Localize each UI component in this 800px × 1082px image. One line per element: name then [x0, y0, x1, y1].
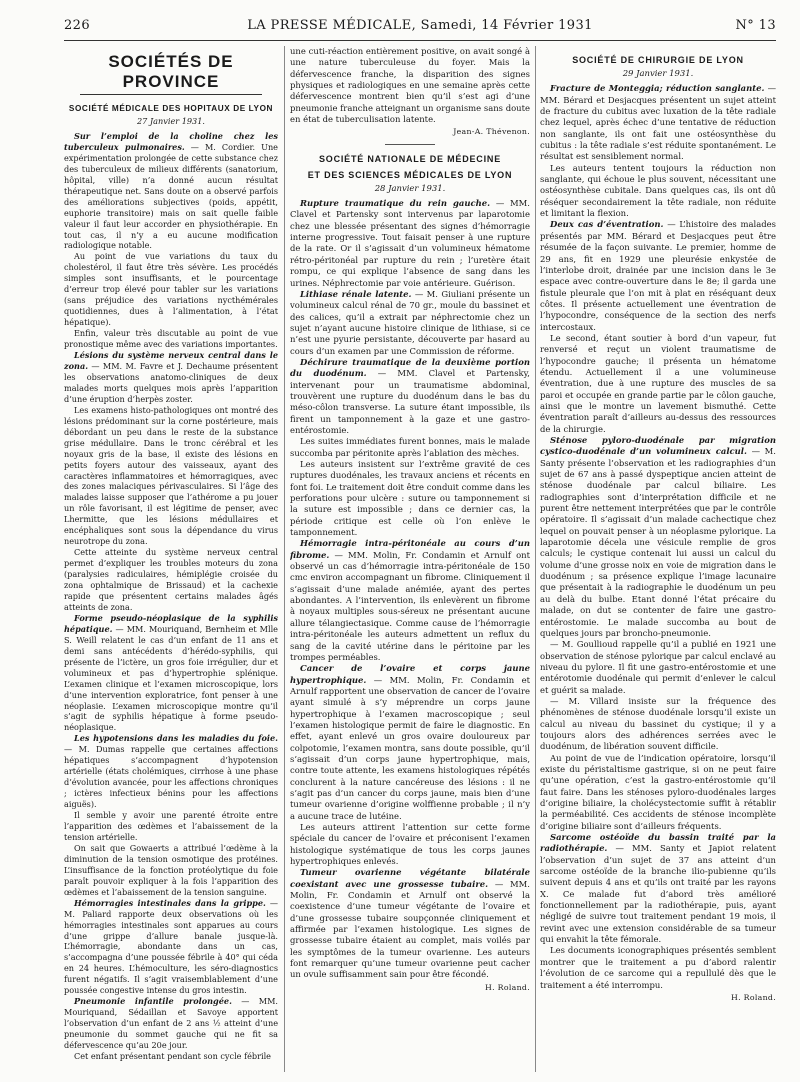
header-rule	[64, 40, 776, 41]
article-text: — M. Santy présente l’observation et les radiographies d’un sujet de 67 ans à passé dyspeptique ancien atteint de sténose duodénale par calcul biliaire. Les radiographies sont d’interprétation difficile et ne purent être nettement interprétées que par le contrôle opératoire. Il s’agissait d’un malade cachectique chez lequel on pouvait penser à un néoplasme pylorique. La laparotomie décela une vésicule remplie de gros calculs; le cystique contenait lui aussi un calcul du volume d’une grosse noix en voie de migration dans le duodénum ; sa présence explique l’image lacunaire que présentait à la radiographie le duodénum un peu au delà du bulbe. Etant donné l’état précaire du malade, on dut se contenter de faire une gastro-entérostomie. Le malade succomba au bout de quelques jours par broncho-pneumonie.	[540, 446, 776, 638]
article-title: Forme pseudo-néoplasique de la syphilis hépatique.	[64, 612, 278, 634]
society-heading: SOCIÉTÉ MÉDICALE DES HOPITAUX DE LYON	[68, 104, 274, 113]
article-text: — MM. Clavel et Partensky sont intervenus par laparotomie chez une blessée présentant des signes d’hémorragie interne progressive. Tout faisait penser à une rupture de la rate. Or il s’agissait d’un volumineux hématome rétro-péritonéal par rupture du rein ; l’uretère était rompu, ce qui explique l’absence de sang dans les urines. Néphrectomie par voie antérieure. Guérison.	[290, 198, 530, 288]
article	[290, 198, 530, 289]
signature: H. Roland.	[485, 982, 530, 992]
article-text: — M. Dumas rappelle que certaines affections hépatiques s’accompagnent d’hypotension artérielle (états cholémiques, cirrhose à une phase d’évolution avancée, pour les affections chroniques ; ictères infectieux bénins pour les affections aiguës).	[64, 744, 278, 810]
article-title: Hémorragies intestinales dans la grippe.	[74, 897, 266, 908]
journal-title: LA PRESSE MÉDICALE, Samedi, 14 Février 1931	[247, 18, 593, 33]
column-divider	[535, 46, 536, 1072]
paragraph: Les auteurs tentent toujours la réduction non sanglante, qui échoue le plus souvent, nécessitant une ostéosynthèse cubitale. Dans quelques cas, ils ont dû réséquer secondairement la tête radiale, non réduite et limitant la flexion.	[540, 162, 776, 219]
page-number: 226	[64, 18, 91, 33]
session-date: 29 Janvier 1931.	[622, 68, 694, 78]
society-heading-line2: ET DES SCIENCES MÉDICALES DE LYON	[307, 169, 513, 180]
article-text: — MM. Molin, Fr. Condamin et Arnulf ont observé un cas d’hémorragie intra-péritonéale de 150 cmc environ accompagnant un fibrome. Cliniquement il s’agissait d’une malade anémiée, ayant des pertes abondantes. A l’intervention, ils enlevèrent un fibrome à noyaux multiples sous-séreux ne présentant aucune allure télangiectasique. Comme cause de l’hémorragie intra-péritonéale les auteurs admettent un reflux du sang de la cavité utérine dans le péritoine par les trompes perméables.	[290, 549, 530, 662]
signature: Jean-A. Thévenon.	[453, 127, 530, 137]
paragraph: Au point de vue de l’indication opératoire, lorsqu’il existe du péristaltisme gastrique, si on ne peut faire qu’une opération, c’est la gastro-entérostomie qu’il faut faire. Dans les sténoses pyloro-duodénales larges d’origine biliaire, la cholécystectomie suffit à rétablir la perméabilité. Ces accidents de sténose incomplète d’origine biliaire sont d’ailleurs fréquents.	[540, 752, 776, 831]
running-head	[64, 18, 776, 38]
article-text: — MM. Clavel et Partensky, intervenant pour un traumatisme abdominal, trouvèrent une rupture du duodénum dans le bas du méso-côlon transverse. La suture étant impossible, ils firent un tamponnement à la gaze et une gastro-entérostomie.	[290, 368, 530, 435]
article	[64, 613, 278, 733]
paragraph: Le second, étant soutier à bord d’un vapeur, fut renversé et reçut un violent traumatisme de l’hypocondre gauche; il présenta un hématome étendu. Actuellement il a une volumineuse éventration, due à une rupture des muscles de sa paroi et occupée en grande partie par le côlon gauche, ainsi que le montre un lavement bismuthé. Cette éventration paraît d’ailleurs au-dessus des ressources de la chirurgie.	[540, 332, 776, 434]
article	[540, 83, 776, 162]
issue-number: N° 13	[735, 18, 776, 33]
article-text: — MM. Bérard et Desjacques présentent un sujet atteint de fracture du cubitus avec luxation de la tête radiale chez lequel, après échec d’une tentative de réduction non sanglante, ils ont fait une ostéosynthèse du cubitus : la tête radiale s’est réduite spontanément. Le résultat est sensiblement normal.	[540, 83, 776, 162]
session-date: 28 Janvier 1931.	[374, 182, 446, 193]
article-title: Lithiase rénale latente.	[300, 288, 412, 299]
article-title: Déchirure traumatique de la deuxième portion du duodénum.	[290, 356, 530, 379]
column-1	[64, 46, 278, 1076]
article	[290, 867, 530, 980]
article	[290, 289, 530, 357]
paragraph: Les auteurs attirent l’attention sur cette forme spéciale du cancer de l’ovaire et préconisent l’examen histologique systématique de tous les corps jaunes hypertrophiques enlevés.	[290, 822, 530, 867]
article	[540, 832, 776, 945]
article	[64, 350, 278, 405]
article	[64, 131, 278, 251]
article-title: Pneumonie infantile prolongée.	[74, 996, 232, 1007]
society-heading: SOCIÉTÉ DE CHIRURGIE DE LYON	[572, 55, 744, 65]
article	[540, 435, 776, 639]
signature: H. Roland.	[731, 992, 776, 1002]
article-text: — M. Giuliani présente un volumineux calcul rénal de 70 gr., moule du bassinet et des calices, qu’il a extrait par néphrectomie chez un sujet n’ayant aucune histoire clinique de lithiase, si ce n’est une pyurie persistante, découverte par hasard au cours d’un examen par une Commission de réforme.	[290, 288, 530, 356]
article-text: — MM. Molin, Fr. Condamin et Arnulf rapportent une observation de cancer de l’ovaire ayant simulé à s’y méprendre un corps jaune hypertrophique à l’examen macroscopique ; seul l’examen histologique permit de faire le diagnostic. En effet, ayant enlevé un gros ovaire douloureux par colpotomie, l’examen montra, sans doute possible, qu’il s’agissait d’un corps jaune hypertrophique, mais, contre toute attente, les examens histologiques répétés conclurent à la nature cancéreuse des lésions : il ne s’agit pas d’un cancer du corps jaune, mais bien d’une tumeur ovarienne d’origine wolffienne probable ; il n’y a aucune trace de lutéine.	[290, 674, 530, 821]
article	[64, 898, 278, 997]
section-title: SOCIÉTÉS DE PROVINCE	[108, 52, 234, 91]
article-title: Sténose pyloro-duodénale par migration cystico-duodénale d’un volumineux calcul.	[540, 435, 776, 457]
article-title: Les hypotensions dans les maladies du foie.	[74, 733, 278, 744]
paragraph: Cette atteinte du système nerveux central permet d’expliquer les troubles moteurs du zona (paralysies radiculaires, hémiplégie croisée du zona ophtalmique de Brissaud) et la cachexie rapide que présentent certains malades âgés atteints de zona.	[64, 547, 278, 612]
article-text: — L’histoire des malades présentés par MM. Bérard et Desjacques peut être résumée de la façon suivante. Le premier, homme de 29 ans, fit en 1929 une pleurésie enkystée de l’interlobe droit, drainée par une incision dans le 3e espace avec contre-ouverture dans le 8e; il garda une fistule pleurale que l’on mit à plat en réséquant deux côtes. Il présente actuellement une éventration de l’hypocondre, conséquence de la section des nerfs intercostaux.	[540, 219, 776, 332]
article	[290, 663, 530, 822]
article-text: — MM. M. Favre et J. Dechaume présentent les observations anatomo-cliniques de deux malades morts quelques mois après l’apparition d’une éruption d’herpès zoster.	[64, 360, 278, 404]
article	[290, 538, 530, 663]
paragraph: Au point de vue variations du taux du cholestérol, il faut être très sévère. Les procédés simples sont insuffisants, et le pourcentage d’erreur trop élevé pour tabler sur les variations (sans préjudice des variations nycthémérales quotidiennes, dues à l’alimentation, à l’état hépatique).	[64, 251, 278, 328]
article-title: Lésions du système nerveux central dans le zona.	[64, 350, 278, 371]
article-text: — MM. Molin, Fr. Condamin et Arnulf ont observé la coexistence d’une tumeur végétante de l’ovaire et d’une grossesse tubaire soupçonnée cliniquement et affirmée par l’examen histologique. Les signes de grossesse tubaire étaient au complet, mais voilés par les symptômes de la tumeur ovarienne. Les auteurs font remarquer qu’une tumeur ovarienne peut cacher un ovule suffisamment sain pour être fécondé.	[290, 878, 530, 980]
paragraph: Les suites immédiates furent bonnes, mais le malade succomba par péritonite après l’ablation des mèches.	[290, 436, 530, 458]
paragraph: Enfin, valeur très discutable au point de vue pronostique même avec des variations importantes.	[64, 328, 278, 350]
article-title: Fracture de Monteggia; réduction sanglante.	[550, 83, 765, 94]
paragraph: une cuti-réaction entièrement positive, on avait songé à une nature tuberculeuse du foyer. Mais la défervescence franche, la disparition des signes physiques et radiologiques en une semaine après cette défervescence montrent bien qu’il s’est agi d’une pneumonie franche atteignant un organisme sans doute en état de tuberculisation latente.	[290, 46, 530, 125]
column-2	[290, 46, 530, 1076]
article-text: — MM. Mouriquand, Bernheim et Mlle S. Weill relatent le cas d’un enfant de 11 ans et demi sans antécédents d’hérédo-syphilis, qui présente de l’ictère, un gros foie irrégulier, dur et volumineux et pas d’hypertrophie splénique. L’examen clinique et l’examen microscopique, lors d’une intervention exploratrice, font penser à une néoplasie. L’examen microscopique montre qu’il s’agit de syphilis hépatique à forme pseudo-néoplasique.	[64, 623, 278, 733]
paragraph: Cet enfant présentant pendant son cycle fébrile	[74, 1051, 271, 1062]
article-title: Cancer de l’ovaire et corps jaune hypertrophique.	[290, 663, 530, 685]
article-title: Tumeur ovarienne végétante bilatérale coexistant avec une grossesse tubaire.	[290, 867, 530, 889]
paragraph: Les auteurs insistent sur l’extrême gravité de ces ruptures duodénales, les travaux anciens et récents en font foi. Le traitement doit être conduit comme dans les perforations pour ulcère : suture ou tamponnement si la suture est impossible ; dans ce dernier cas, la période critique est celle où l’on enlève le tamponnement.	[290, 459, 530, 538]
article	[540, 219, 776, 332]
paragraph: Il semble y avoir une parenté étroite entre l’apparition des œdèmes et l’abaissement de la tension artérielle.	[64, 810, 278, 842]
article-title: Sarcome ostéoïde du bassin traité par la radiothérapie.	[540, 832, 776, 854]
society-heading-line1: SOCIÉTÉ NATIONALE DE MÉDECINE	[318, 153, 502, 164]
paragraph: Les examens histo-pathologiques ont montré des lésions prédominant sur la corne postérieure, mais débordant un peu dans le reste de la substance grise médullaire. Dans le tronc cérébral et les noyaux gris de la base, il existe des lésions en petits foyers autour des vaisseaux, ayant des caractères inflammatoires et hémorragiques, avec des zones malaciques périvasculaires. Si l’âge des malades laisse supposer que l’athérome a pu jouer un rôle favorisant, il est légitime de penser, avec Lhermitte, que les lésions médullaires et encéphaliques sont sous la dépendance du virus neurotrope du zona.	[64, 404, 278, 547]
article-title: Deux cas d’éventration.	[550, 219, 664, 230]
article-text: — M. Paliard rapporte deux observations où les hémorragies intestinales sont apparues au cours d’une grippe d’allure banale jusque-là. L’hémorragie, abondante dans un cas, s’accompagna d’une poussée fébrile à 40° qui céda en 24 heures. L’hémoculture, les séro-diagnostics furent négatifs. Il s’agit vraisemblablement d’une poussée congestive intense du gros intestin.	[64, 897, 278, 996]
article-text: — M. Cordier. Une expérimentation prolongée de cette substance chez des tuberculeux de milieux différents (sanatorium, hôpital, ville) n’a donné aucun résultat thérapeutique net. Sans doute on a observé parfois des améliorations subjectives (poids, appétit, euphorie transitoire) mais on sait quelle faible valeur il faut leur accorder en physiothérapie. En tout cas, il n’y a eu aucune modification radiologique notable.	[64, 141, 278, 251]
article-title: Hémorragie intra-péritonéale au cours d’un fibrome.	[290, 538, 530, 560]
column-3	[540, 46, 776, 1076]
paragraph: — M. Villard insiste sur la fréquence des phénomènes de sténose duodénale lorsqu’il existe un calcul au niveau du bassinet du cystique; il y a toujours alors des adhérences serrées avec le duodénum, de libération souvent difficile.	[540, 695, 776, 752]
title-rule	[80, 94, 262, 95]
article	[64, 733, 278, 810]
paragraph: Les documents iconographiques présentés semblent montrer que le traitement a pu d’abord ralentir l’évolution de ce sarcome qui a repullulé dès que le traitement a été interrompu.	[540, 945, 776, 990]
article-title: Sur l’emploi de la choline chez les tuberculeux pulmonaires.	[64, 130, 278, 152]
article-text: — MM. Santy et Japiot relatent l’observation d’un sujet de 37 ans atteint d’un sarcome ostéoïde de la branche ilio-pubienne qu’ils suivent depuis 4 ans et qu’ils ont traité par les rayons X. Ce malade fut d’abord très amélioré fonctionnellement par la radiothérapie, puis, ayant négligé de suivre tout traitement pendant 19 mois, il revint avec une extension considérable de sa tumeur qui envahit la tête fémorale.	[540, 843, 776, 945]
article-title: Rupture traumatique du rein gauche.	[300, 198, 491, 209]
article-text: — MM. Mouriquand, Sédaillan et Savoye apportent l’observation d’un enfant de 2 ans ½ atteint d’une pneumonie du sommet gauche qui ne fit sa défervescence qu’au 20e jour.	[64, 996, 278, 1051]
article	[290, 357, 530, 436]
paragraph: — M. Goullioud rappelle qu’il a publié en 1921 une observation de sténose pylorique par calcul enclavé au niveau du pylore. Il fit une gastro-entérostomie et une entérotomie duodénale qui permit d’enlever le calcul et guérit sa malade.	[540, 639, 776, 695]
paragraph: On sait que Gowaerts a attribué l’œdème à la diminution de la tension osmotique des protéines. L’insuffisance de la fonction protéolytique du foie paraît pouvoir expliquer à la fois l’apparition des œdèmes et l’abaissement de la tension sanguine.	[64, 842, 278, 897]
section-rule	[385, 144, 435, 145]
session-date: 27 Janvier 1931.	[137, 116, 205, 126]
article	[64, 996, 278, 1051]
column-divider	[284, 46, 285, 1072]
